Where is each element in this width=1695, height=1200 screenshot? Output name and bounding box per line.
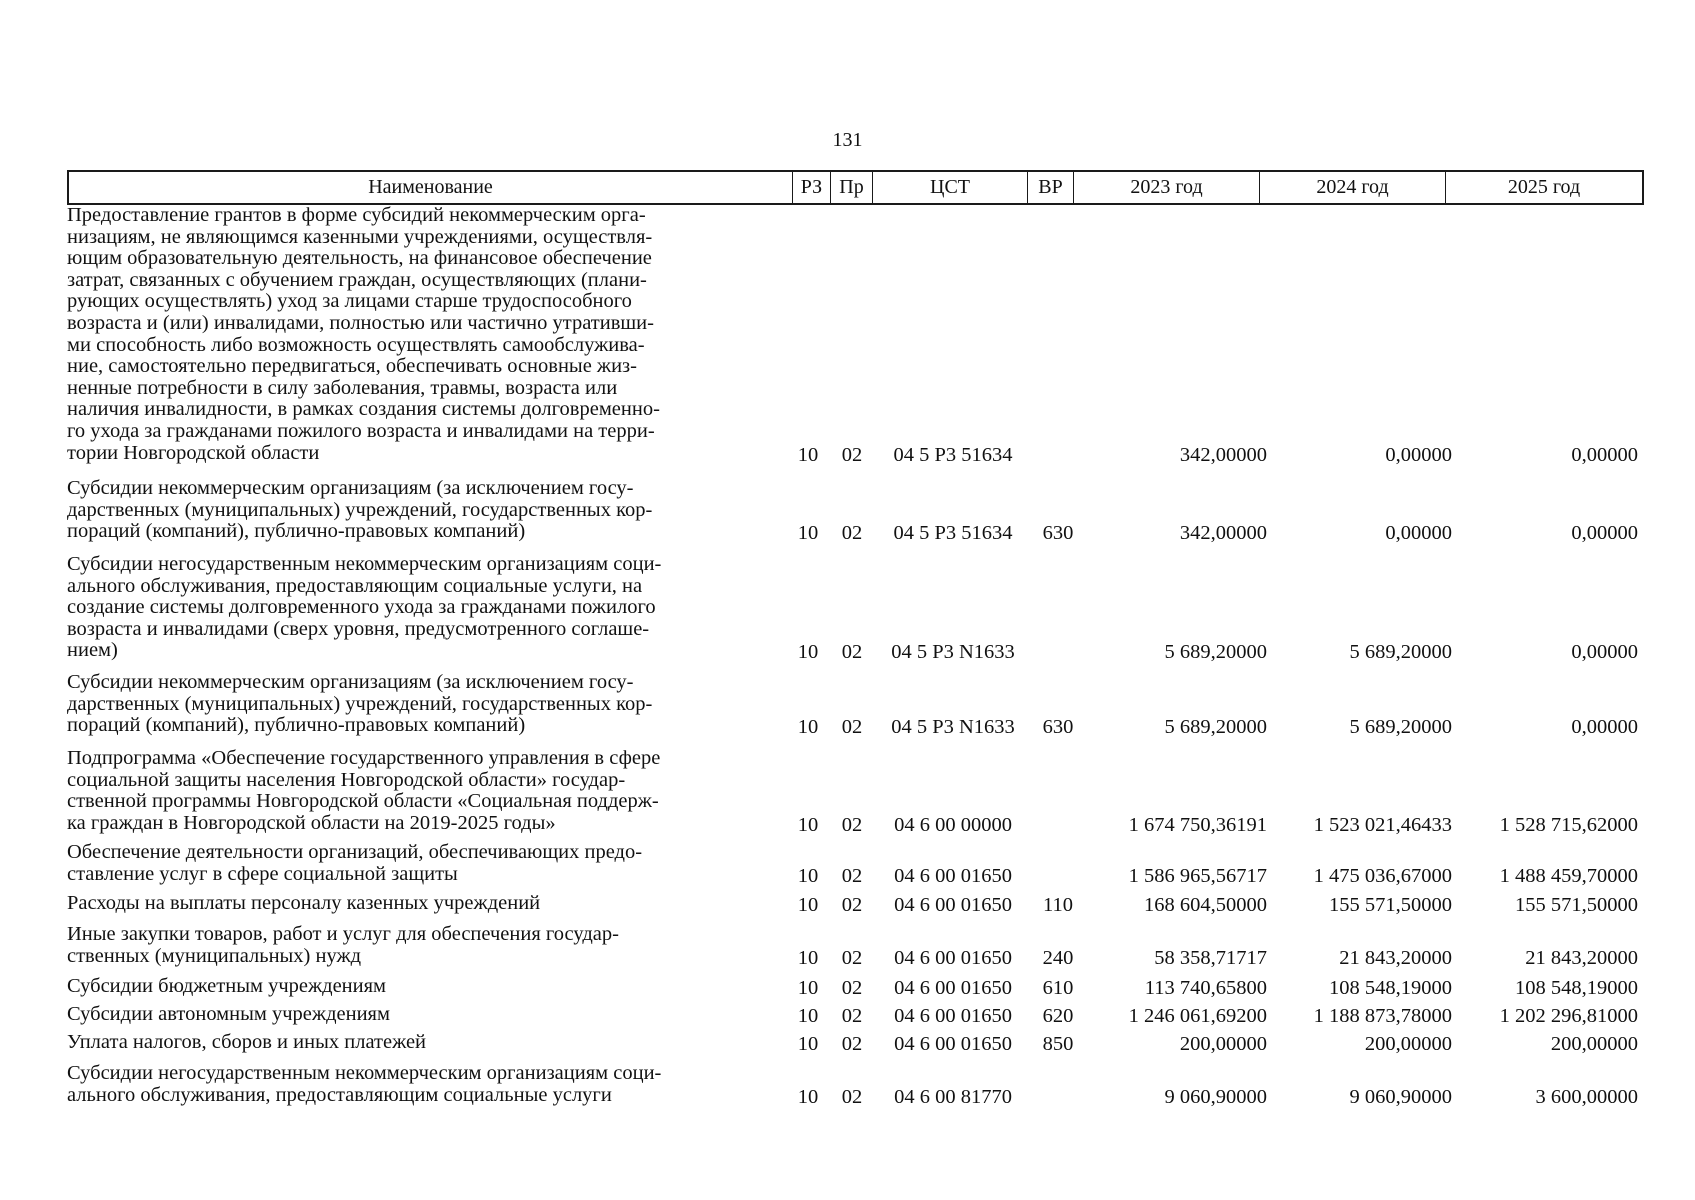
- row-name-line: рующих осуществлять) уход за лицами старше трудоспособного: [67, 290, 632, 313]
- cst-cell: 04 6 00 01650: [894, 1005, 1012, 1027]
- value-2025-cell: 1 488 459,70000: [1499, 864, 1638, 887]
- header-2023: 2023 год: [1074, 172, 1260, 203]
- rz-cell: 10: [797, 864, 819, 887]
- row-name-line: Субсидии негосударственным некоммерческим организациям соци-: [67, 1062, 662, 1084]
- value-2025-cell: 1 202 296,81000: [1499, 1005, 1638, 1027]
- row-name-line: Обеспечение деятельности организаций, обеспечивающих предо-: [67, 841, 643, 863]
- row-name-line: социальной защиты населения Новгородской области» государ-: [67, 768, 626, 791]
- page-number: 131: [832, 129, 863, 151]
- value-2024-cell: 155 571,50000: [1329, 894, 1452, 916]
- row-name: [67, 205, 782, 464]
- value-2024-cell: 108 548,19000: [1329, 977, 1452, 999]
- row-name-line: возраста и (или) инвалидами, полностью или частично утративши-: [67, 311, 654, 334]
- row-name-line: Предоставление грантов в форме субсидий некоммерческим орга-: [67, 204, 646, 226]
- value-2023-cell: 342,00000: [1179, 522, 1267, 545]
- row-name: [67, 1063, 782, 1106]
- row-name-line: Уплата налогов, сборов и иных платежей: [67, 1031, 427, 1053]
- cst-cell: 04 5 Р3 N1633: [891, 716, 1015, 739]
- vr-cell: 630: [1042, 716, 1074, 739]
- cst-cell: 04 5 Р3 N1633: [891, 641, 1015, 664]
- value-2025-cell: 0,00000: [1571, 716, 1638, 739]
- value-2025-cell: 155 571,50000: [1515, 894, 1638, 916]
- rz-cell: 10: [797, 894, 819, 916]
- row-name-line: ставление услуг в сфере социальной защиты: [67, 862, 458, 885]
- value-2025-cell: 200,00000: [1550, 1033, 1638, 1055]
- cst-cell: 04 5 Р3 51634: [893, 522, 1013, 545]
- vr-cell: 850: [1042, 1033, 1074, 1055]
- row-name: [67, 924, 782, 967]
- pr-cell: 02: [841, 1085, 863, 1108]
- value-2025-cell: 0,00000: [1571, 522, 1638, 545]
- row-name-line: го ухода за гражданами пожилого возраста и инвалидами на терри-: [67, 419, 655, 442]
- value-2023-cell: 168 604,50000: [1144, 894, 1267, 916]
- value-2023-cell: 5 689,20000: [1164, 641, 1267, 664]
- row-name: [67, 893, 782, 915]
- row-name-line: Иные закупки товаров, работ и услуг для обеспечения государ-: [67, 923, 619, 945]
- cst-cell: 04 6 00 01650: [894, 894, 1012, 916]
- row-name-line: низациям, не являющимся казенными учреждениями, осуществля-: [67, 225, 653, 248]
- vr-cell: 630: [1042, 522, 1074, 545]
- row-name-line: пораций (компаний), публично-правовых компаний): [67, 520, 526, 543]
- pr-cell: 02: [841, 946, 863, 969]
- row-name-line: ального обслуживания, предоставляющим социальные услуги, на: [67, 574, 643, 597]
- rz-cell: 10: [797, 1085, 819, 1108]
- cst-cell: 04 5 Р3 51634: [893, 443, 1013, 466]
- header-vr: ВР: [1028, 172, 1074, 203]
- pr-cell: 02: [841, 716, 863, 739]
- rz-cell: 10: [797, 977, 819, 999]
- value-2024-cell: 5 689,20000: [1349, 641, 1452, 664]
- value-2023-cell: 1 586 965,56717: [1128, 864, 1267, 887]
- pr-cell: 02: [841, 894, 863, 916]
- row-name-line: возраста и инвалидами (сверх уровня, предусмотренного соглаше-: [67, 617, 650, 640]
- row-name: [67, 748, 782, 834]
- row-name-line: ющим образовательную деятельность, на финансовое обеспечение: [67, 247, 652, 270]
- value-2023-cell: 200,00000: [1179, 1033, 1267, 1055]
- value-2023-cell: 1 246 061,69200: [1128, 1005, 1267, 1027]
- value-2025-cell: 0,00000: [1571, 641, 1638, 664]
- value-2024-cell: 1 475 036,67000: [1313, 864, 1452, 887]
- row-name: [67, 1032, 782, 1054]
- value-2024-cell: 0,00000: [1385, 443, 1452, 466]
- cst-cell: 04 6 00 01650: [894, 864, 1012, 887]
- value-2023-cell: 342,00000: [1179, 443, 1267, 466]
- value-2023-cell: 113 740,65800: [1144, 977, 1267, 999]
- value-2024-cell: 5 689,20000: [1349, 716, 1452, 739]
- pr-cell: 02: [841, 977, 863, 999]
- rz-cell: 10: [797, 946, 819, 969]
- header-rz: РЗ: [793, 172, 831, 203]
- pr-cell: 02: [841, 1033, 863, 1055]
- row-name-line: пораций (компаний), публично-правовых компаний): [67, 714, 526, 737]
- value-2025-cell: 21 843,20000: [1525, 946, 1638, 969]
- value-2023-cell: 1 674 750,36191: [1128, 813, 1267, 836]
- value-2024-cell: 1 523 021,46433: [1313, 813, 1452, 836]
- value-2024-cell: 9 060,90000: [1349, 1085, 1452, 1108]
- row-name: [67, 976, 782, 998]
- value-2025-cell: 108 548,19000: [1515, 977, 1638, 999]
- value-2025-cell: 0,00000: [1571, 443, 1638, 466]
- pr-cell: 02: [841, 1005, 863, 1027]
- row-name-line: тории Новгородской области: [67, 441, 320, 464]
- row-name: [67, 1004, 782, 1026]
- value-2024-cell: 0,00000: [1385, 522, 1452, 545]
- row-name-line: ми способность либо возможность осуществлять самообслужива-: [67, 333, 645, 356]
- vr-cell: 610: [1042, 977, 1074, 999]
- row-name-line: ального обслуживания, предоставляющим социальные услуги: [67, 1083, 612, 1106]
- pr-cell: 02: [841, 522, 863, 545]
- row-name-line: ственной программы Новгородской области «Социальная поддерж-: [67, 790, 659, 813]
- row-name-line: ненные потребности в силу заболевания, травмы, возраста или: [67, 376, 618, 399]
- cst-cell: 04 6 00 01650: [894, 1033, 1012, 1055]
- cst-cell: 04 6 00 81770: [894, 1085, 1012, 1108]
- rz-cell: 10: [797, 716, 819, 739]
- pr-cell: 02: [841, 443, 863, 466]
- row-name-line: Субсидии бюджетным учреждениям: [67, 975, 387, 997]
- value-2023-cell: 9 060,90000: [1164, 1085, 1267, 1108]
- rz-cell: 10: [797, 522, 819, 545]
- vr-cell: 240: [1042, 946, 1074, 969]
- pr-cell: 02: [841, 864, 863, 887]
- rz-cell: 10: [797, 443, 819, 466]
- value-2023-cell: 5 689,20000: [1164, 716, 1267, 739]
- row-name: [67, 554, 782, 662]
- rz-cell: 10: [797, 1005, 819, 1027]
- row-name-line: Расходы на выплаты персоналу казенных учреждений: [67, 892, 541, 914]
- header-2024: 2024 год: [1260, 172, 1446, 203]
- row-name-line: ка граждан в Новгородской области на 2019-2025 годы»: [67, 811, 556, 834]
- table-header: [67, 170, 1644, 205]
- header-cst: ЦСТ: [873, 172, 1028, 203]
- value-2024-cell: 200,00000: [1364, 1033, 1452, 1055]
- row-name-line: дарственных (муниципальных) учреждений, государственных кор-: [67, 498, 653, 521]
- row-name-line: ственных (муниципальных) нужд: [67, 944, 362, 967]
- value-2023-cell: 58 358,71717: [1154, 946, 1267, 969]
- row-name-line: дарственных (муниципальных) учреждений, государственных кор-: [67, 692, 653, 715]
- row-name-line: Субсидии некоммерческим организациям (за исключением госу-: [67, 671, 634, 693]
- row-name: [67, 672, 782, 737]
- row-name: [67, 478, 782, 543]
- header-2025: 2025 год: [1507, 176, 1581, 198]
- row-name-line: Субсидии некоммерческим организациям (за исключением госу-: [67, 477, 634, 499]
- value-2024-cell: 21 843,20000: [1339, 946, 1452, 969]
- row-name-line: создание системы долговременного ухода за гражданами пожилого: [67, 596, 656, 619]
- cst-cell: 04 6 00 01650: [894, 946, 1012, 969]
- pr-cell: 02: [841, 813, 863, 836]
- value-2025-cell: 3 600,00000: [1535, 1085, 1638, 1108]
- rz-cell: 10: [797, 813, 819, 836]
- row-name-line: Подпрограмма «Обеспечение государственного управления в сфере: [67, 747, 661, 769]
- value-2024-cell: 1 188 873,78000: [1313, 1005, 1452, 1027]
- pr-cell: 02: [841, 641, 863, 664]
- row-name-line: Субсидии негосударственным некоммерческим организациям соци-: [67, 553, 662, 575]
- row-name-line: наличия инвалидности, в рамках создания системы долговременно-: [67, 398, 660, 421]
- cst-cell: 04 6 00 01650: [894, 977, 1012, 999]
- row-name-line: нием): [67, 639, 118, 662]
- row-name-line: затрат, связанных с обучением граждан, осуществляющих (плани-: [67, 268, 647, 291]
- cst-cell: 04 6 00 00000: [894, 813, 1012, 836]
- rz-cell: 10: [797, 1033, 819, 1055]
- row-name-line: ние, самостоятельно передвигаться, обеспечивать основные жиз-: [67, 355, 637, 378]
- row-name: [67, 842, 782, 885]
- vr-cell: 110: [1043, 894, 1073, 916]
- vr-cell: 620: [1042, 1005, 1074, 1027]
- rz-cell: 10: [797, 641, 819, 664]
- header-name: Наименование: [69, 172, 793, 203]
- row-name-line: Субсидии автономным учреждениям: [67, 1003, 390, 1025]
- header-pr: Пр: [831, 172, 873, 203]
- value-2025-cell: 1 528 715,62000: [1499, 813, 1638, 836]
